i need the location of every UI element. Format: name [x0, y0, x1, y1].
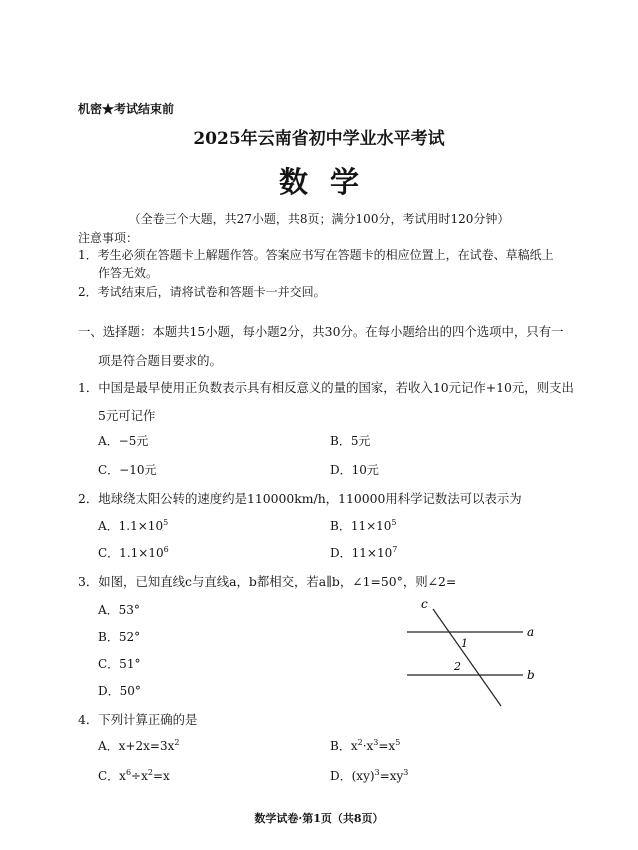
q1-option-d: D．10元 — [330, 463, 379, 477]
q4-option-d: D．$(xy)^3=xy^3$ — [330, 768, 409, 783]
q1-option-b: B．5元 — [330, 434, 371, 448]
confidential-label: 机密★考试结束前 — [78, 102, 175, 116]
section-heading-cont: 项是符合题目要求的。 — [98, 353, 222, 368]
subject-title: 数学 — [278, 165, 381, 199]
parallel-lines-figure — [395, 595, 550, 715]
q3-option-b: B．52° — [98, 630, 141, 644]
q4-option-c: C．$x^6\div x^2=x$ — [98, 768, 170, 783]
section-heading: 一、选择题：本题共15小题，每小题2分，共30分。在每小题给出的四个选项中，只有一 — [78, 324, 564, 339]
page-footer: 数学试卷·第1页（共8页） — [254, 812, 384, 825]
question-1-stem: 1．中国是最早使用正负数表示具有相反意义的量的国家，若收入10元记作+10元，则支出 — [78, 380, 574, 395]
q3-option-a: A．53° — [98, 603, 140, 617]
exam-title: 2025年云南省初中学业水平考试 — [193, 129, 445, 149]
q2-option-a: A．$1.1\times 10^5$ — [98, 518, 169, 533]
question-4-stem: 4．下列计算正确的是 — [78, 712, 198, 727]
note-item-1-cont: 作答无效。 — [98, 266, 159, 280]
q2-option-b: B．$11\times 10^5$ — [330, 518, 397, 533]
angle-2-label: 2 — [454, 660, 461, 673]
angle-1-label: 1 — [461, 637, 468, 650]
question-3-stem: 3．如图，已知直线c与直线a，b都相交，若a∥b，∠1=50°，则∠2= — [78, 574, 457, 589]
question-2-stem: 2．地球绕太阳公转的速度约是110000km/h，110000用科学记数法可以表示为 — [78, 491, 522, 506]
q2-option-c: C．$1.1\times 10^6$ — [98, 545, 169, 560]
line-c — [433, 609, 501, 706]
label-a: a — [527, 625, 535, 639]
exam-info: （全卷三个大题，共27小题，共8页；满分100分，考试用时120分钟） — [128, 212, 510, 226]
label-b: b — [527, 668, 535, 682]
note-item-1: 1．考生必须在答题卡上解题作答。答案应书写在答题卡的相应位置上，在试卷、草稿纸上 — [78, 248, 554, 262]
q1-option-c: C．−10元 — [98, 463, 157, 477]
note-item-2: 2．考试结束后，请将试卷和答题卡一并交回。 — [78, 285, 326, 299]
q3-option-d: D．50° — [98, 684, 141, 698]
q1-option-a: A．−5元 — [98, 434, 149, 448]
q3-option-c: C．51° — [98, 657, 141, 671]
question-1-stem-cont: 5元可记作 — [98, 408, 156, 423]
q2-option-d: D．$11\times 10^7$ — [330, 545, 398, 560]
notes-heading: 注意事项： — [78, 231, 139, 245]
q4-option-a: A．$x+2x=3x^2$ — [98, 738, 180, 753]
q4-option-b: B．$x^2\cdot x^3=x^5$ — [330, 738, 401, 753]
label-c: c — [421, 597, 428, 611]
